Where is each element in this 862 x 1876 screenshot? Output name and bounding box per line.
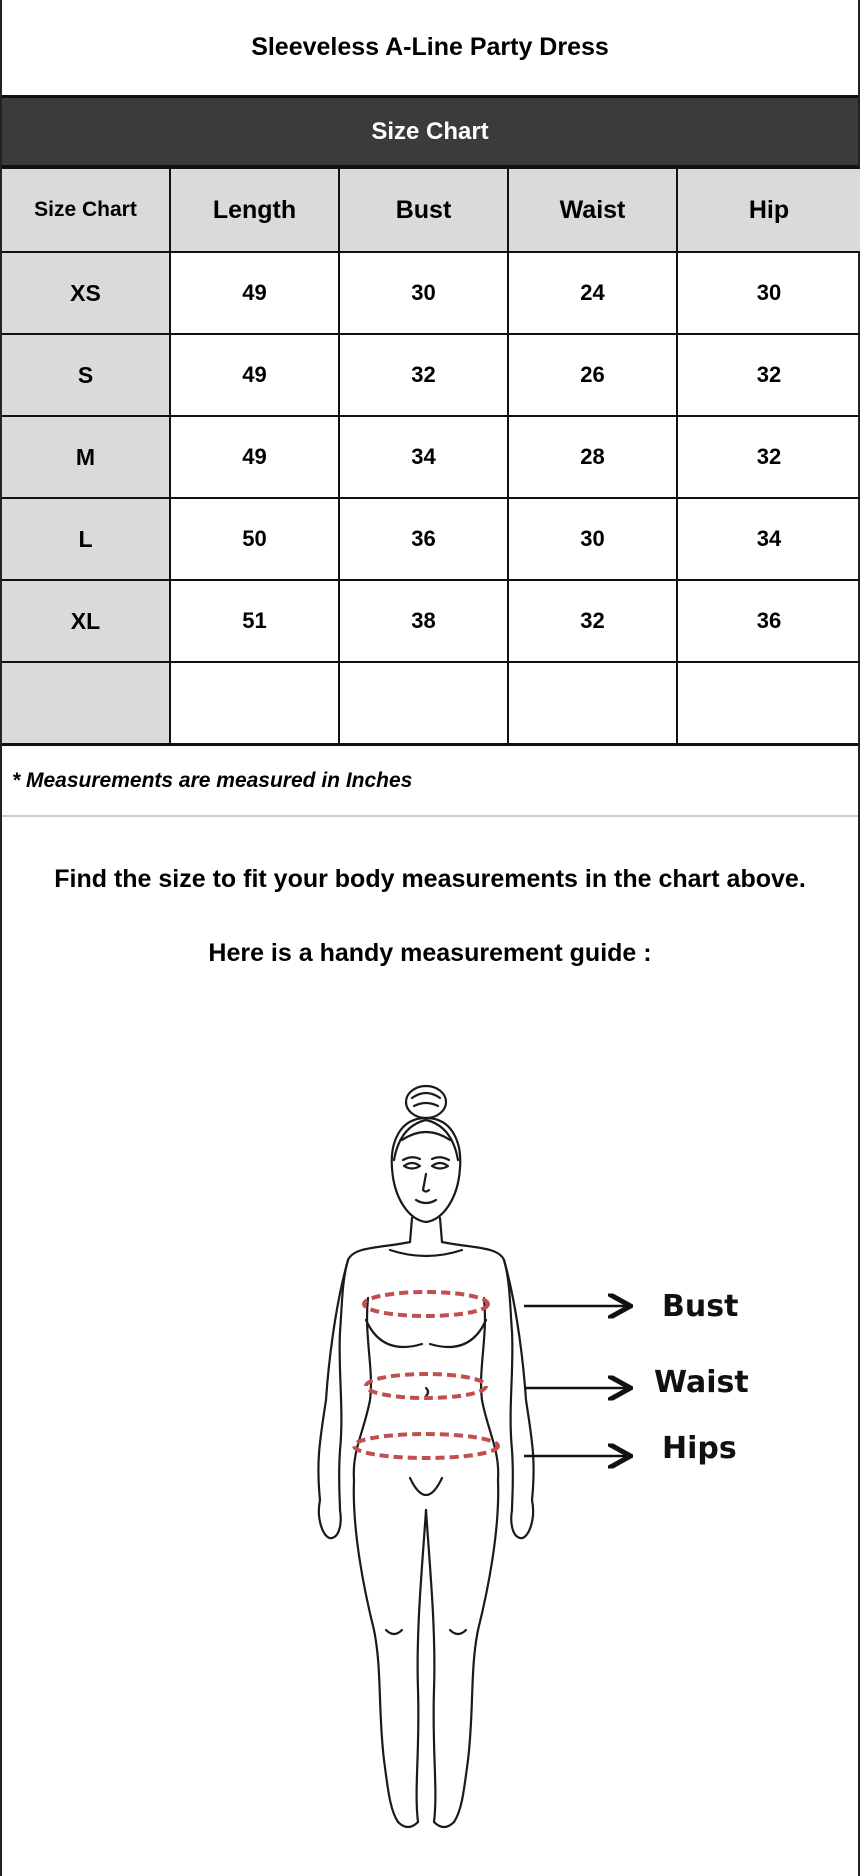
table-row [2, 498, 860, 580]
hips-measure-line [354, 1434, 498, 1458]
measurement-arrows [524, 1306, 628, 1456]
guide-heading: Here is a handy measurement guide : [208, 939, 652, 967]
product-title: Sleeveless A-Line Party Dress [2, 0, 858, 98]
hip-cell: 36 [677, 580, 860, 662]
body-measurement-figure [2, 1070, 860, 1876]
guide-instruction: Find the size to fit your body measurements in the chart above. [54, 865, 806, 893]
hip-cell [677, 662, 860, 744]
waist-cell: 30 [508, 498, 677, 580]
hip-cell: 32 [677, 334, 860, 416]
column-header-length: Length [170, 168, 339, 252]
bust-cell [339, 662, 508, 744]
bust-cell: 34 [339, 416, 508, 498]
waist-label: Waist [654, 1365, 749, 1400]
bust-cell: 36 [339, 498, 508, 580]
bust-measure-line [364, 1292, 488, 1316]
bust-cell: 38 [339, 580, 508, 662]
table-row [2, 416, 860, 498]
column-header-waist: Waist [508, 168, 677, 252]
bust-cell: 32 [339, 334, 508, 416]
column-header-bust: Bust [339, 168, 508, 252]
waist-cell: 26 [508, 334, 677, 416]
length-cell: 49 [170, 252, 339, 334]
length-cell [170, 662, 339, 744]
length-cell: 51 [170, 580, 339, 662]
bust-label: Bust [662, 1289, 739, 1324]
size-chart-banner: Size Chart [2, 98, 858, 167]
waist-cell: 32 [508, 580, 677, 662]
waist-cell: 24 [508, 252, 677, 334]
measurement-lines [354, 1292, 498, 1458]
table-row [2, 580, 860, 662]
table-row [2, 252, 860, 334]
waist-cell: 28 [508, 416, 677, 498]
table-row-empty [2, 662, 860, 744]
size-table [2, 167, 860, 745]
column-header-size: Size Chart [2, 168, 170, 252]
table-row [2, 334, 860, 416]
bust-cell: 30 [339, 252, 508, 334]
size-cell: L [2, 498, 170, 580]
length-cell: 49 [170, 416, 339, 498]
hip-cell: 32 [677, 416, 860, 498]
size-cell: M [2, 416, 170, 498]
length-cell: 49 [170, 334, 339, 416]
size-cell: S [2, 334, 170, 416]
column-header-hip: Hip [677, 168, 860, 252]
size-cell: XL [2, 580, 170, 662]
measurement-unit-note: * Measurements are measured in Inches [2, 745, 858, 817]
hip-cell: 30 [677, 252, 860, 334]
hip-cell: 34 [677, 498, 860, 580]
waist-cell [508, 662, 677, 744]
hips-label: Hips [662, 1431, 737, 1466]
size-cell: XS [2, 252, 170, 334]
size-cell [2, 662, 170, 744]
length-cell: 50 [170, 498, 339, 580]
table-header-row [2, 168, 860, 252]
